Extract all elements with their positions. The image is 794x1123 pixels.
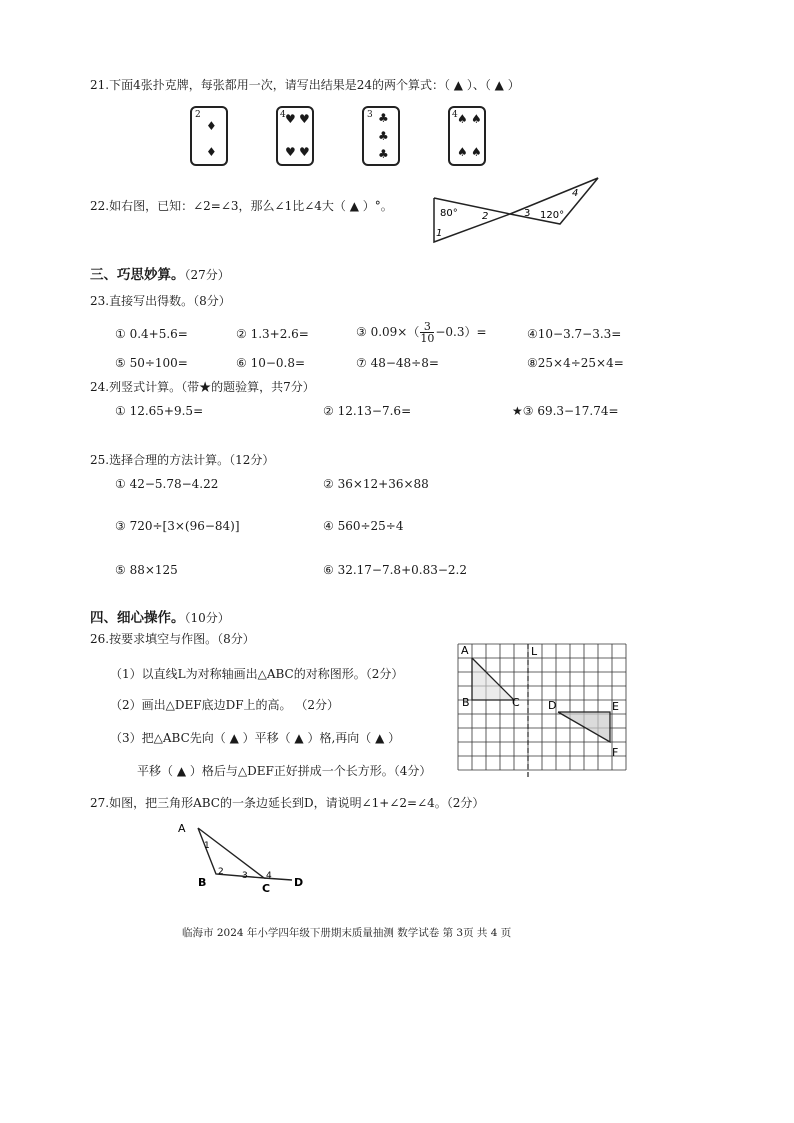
angle-3-label: 3 <box>524 208 531 219</box>
q26-title: 26.按要求填空与作图。（8分） <box>90 632 255 646</box>
section-3-heading <box>90 268 230 282</box>
fraction-denominator: 10 <box>420 332 435 345</box>
page-footer: 临海市 2024 年小学四年级下册期末质量抽测 数学试卷 第 3页 共 4 页 <box>182 927 512 939</box>
q25-item-2: ② 36×12+36×88 <box>323 477 429 491</box>
angle-2-label: 2 <box>482 211 489 222</box>
club-icon: ♣ <box>378 129 389 143</box>
grid-label-f: F <box>612 746 619 759</box>
q25-item-6: ⑥ 32.17−7.8+0.83−2.2 <box>323 563 467 577</box>
q23-item-4: ④10−3.7−3.3= <box>527 327 622 341</box>
card-4-rank: 4 <box>452 110 458 120</box>
spade-icon: ♠ <box>471 112 482 126</box>
angle-120-label: 120° <box>540 210 565 221</box>
diamond-icon: ♦ <box>206 119 217 133</box>
q23-item-1: ① 0.4+5.6= <box>115 327 188 341</box>
q23-title: 23.直接写出得数。（8分） <box>90 294 231 308</box>
angle-1-label: 1 <box>436 228 443 239</box>
angle-1-label: 1 <box>204 841 210 851</box>
q22-text: 22.如右图，已知：∠2=∠3，那么∠1比∠4大（ ▲ ）°。 <box>90 199 393 213</box>
q25-item-1: ① 42−5.78−4.22 <box>115 477 219 491</box>
q21-text: 21.下面4张扑克牌，每张都用一次，请写出结果是24的两个算式：（ ▲ ）、（ ▲ ） <box>90 78 520 92</box>
q22-figure <box>420 172 610 248</box>
point-c-label: C <box>262 882 271 895</box>
q23-item-5: ⑤ 50÷100= <box>115 356 188 370</box>
fraction <box>420 321 434 344</box>
q23-item-3-tail: −0.3）= <box>435 325 487 339</box>
q25-item-3: ③ 720÷[3×(96−84)] <box>115 519 240 533</box>
angle-4-label: 4 <box>572 188 579 199</box>
q25-item-4: ④ 560÷25÷4 <box>323 519 404 533</box>
q23-item-8: ⑧25×4÷25×4= <box>527 356 624 370</box>
section-3-score: （27分） <box>184 268 230 282</box>
point-d-label: D <box>294 876 304 889</box>
card-3-rank: 3 <box>367 110 373 120</box>
q26-item-2: （2）画出△DEF底边DF上的高。 （2分） <box>110 698 339 712</box>
card-1-rank: 2 <box>195 110 201 120</box>
spade-icon: ♠ <box>457 145 468 159</box>
grid-label-l: L <box>531 645 538 658</box>
q26-item-4: 平移（ ▲ ）格后与△DEF正好拼成一个长方形。（4分） <box>137 764 432 778</box>
grid-label-b: B <box>462 696 470 709</box>
q27-figure <box>170 818 310 896</box>
q23-item-2: ② 1.3+2.6= <box>236 327 309 341</box>
heart-icon: ♥ <box>285 145 296 159</box>
q25-item-5: ⑤ 88×125 <box>115 563 178 577</box>
q26-item-3: （3）把△ABC先向（ ▲ ）平移（ ▲ ）格,再向（ ▲ ） <box>110 731 401 745</box>
q23-item-3-head: ③ 0.09×（ <box>356 325 420 339</box>
q24-item-1: ① 12.65+9.5= <box>115 404 204 418</box>
q23-item-6: ⑥ 10−0.8= <box>236 356 306 370</box>
section-4-title: 四、细心操作。 <box>90 610 185 626</box>
card-2-rank: 4 <box>280 110 286 120</box>
q25-title: 25.选择合理的方法计算。（12分） <box>90 453 275 467</box>
playing-card-2 <box>276 106 314 166</box>
q26-item-1: （1）以直线L为对称轴画出△ABC的对称图形。（2分） <box>110 667 404 681</box>
q24-title: 24.列竖式计算。（带★的题验算，共7分） <box>90 380 315 394</box>
q26-grid-figure <box>456 642 630 780</box>
q23-item-7: ⑦ 48−48÷8= <box>356 356 439 370</box>
angle-2-label: 2 <box>218 867 224 877</box>
diamond-icon: ♦ <box>206 145 217 159</box>
grid-label-c: C <box>512 696 520 709</box>
playing-card-1 <box>190 106 228 166</box>
angle-4-label: 4 <box>266 871 272 881</box>
grid-label-d: D <box>548 699 557 712</box>
spade-icon: ♠ <box>471 145 482 159</box>
club-icon: ♣ <box>378 147 389 161</box>
playing-card-3 <box>362 106 400 166</box>
spade-icon: ♠ <box>457 112 468 126</box>
grid-label-a: A <box>461 644 469 657</box>
section-4-heading <box>90 611 230 625</box>
q24-item-2: ② 12.13−7.6= <box>323 404 412 418</box>
q24-item-3: ★③ 69.3−17.74= <box>512 404 619 418</box>
fraction-numerator: 3 <box>420 321 434 333</box>
heart-icon: ♥ <box>285 112 296 126</box>
heart-icon: ♥ <box>299 112 310 126</box>
section-4-score: （10分） <box>184 611 230 625</box>
point-a-label: A <box>178 822 186 835</box>
point-b-label: B <box>198 876 207 889</box>
q23-item-3 <box>356 318 487 346</box>
grid-label-e: E <box>612 700 619 713</box>
angle-80-label: 80° <box>440 208 458 219</box>
section-3-title: 三、巧思妙算。 <box>90 267 185 283</box>
heart-icon: ♥ <box>299 145 310 159</box>
playing-card-4 <box>448 106 486 166</box>
angle-3-label: 3 <box>242 871 248 881</box>
q27-title: 27.如图，把三角形ABC的一条边延长到D，请说明∠1+∠2=∠4。（2分） <box>90 796 485 810</box>
club-icon: ♣ <box>378 111 389 125</box>
